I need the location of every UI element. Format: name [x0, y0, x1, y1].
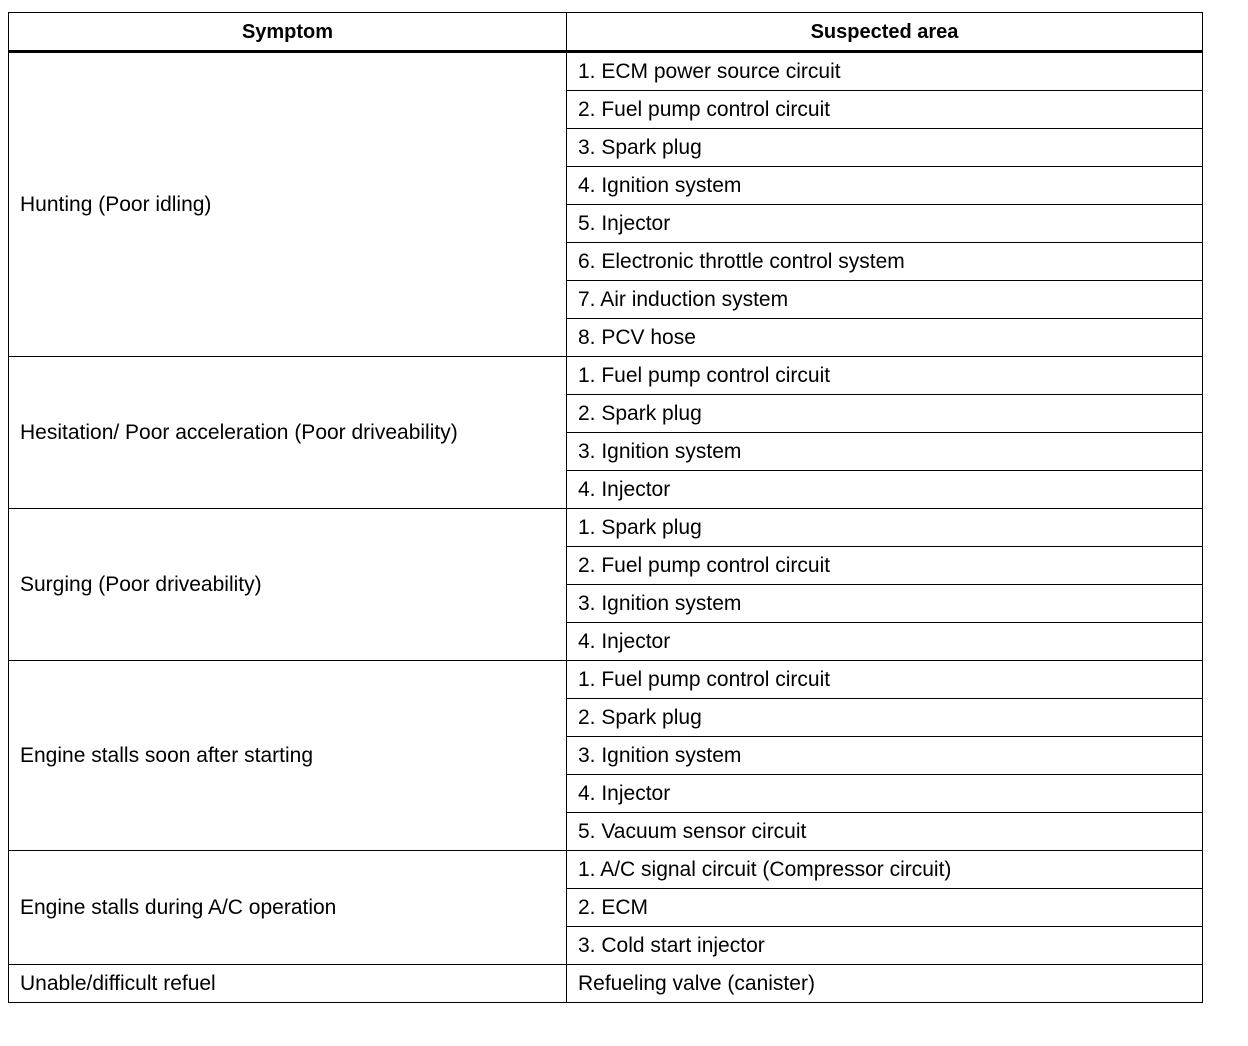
symptom-cell: Hesitation/ Poor acceleration (Poor driveability) [9, 357, 567, 509]
symptom-cell: Engine stalls soon after starting [9, 661, 567, 851]
suspected-area-cell: 6. Electronic throttle control system [567, 243, 1203, 281]
column-header-symptom: Symptom [9, 13, 567, 52]
suspected-area-cell: 5. Vacuum sensor circuit [567, 813, 1203, 851]
suspected-area-cell: 7. Air induction system [567, 281, 1203, 319]
symptom-cell: Engine stalls during A/C operation [9, 851, 567, 965]
symptom-cell: Hunting (Poor idling) [9, 52, 567, 357]
suspected-area-cell: 2. Spark plug [567, 699, 1203, 737]
symptom-table [8, 12, 1203, 1003]
symptom-cell: Surging (Poor driveability) [9, 509, 567, 661]
suspected-area-cell: 1. Fuel pump control circuit [567, 357, 1203, 395]
table-row [9, 851, 1203, 889]
suspected-area-cell: 5. Injector [567, 205, 1203, 243]
suspected-area-cell: 4. Ignition system [567, 167, 1203, 205]
table-row [9, 509, 1203, 547]
table-row [9, 357, 1203, 395]
symptom-cell: Unable/difficult refuel [9, 965, 567, 1003]
column-header-suspected-area: Suspected area [567, 13, 1203, 52]
suspected-area-cell: 1. Spark plug [567, 509, 1203, 547]
suspected-area-cell: 8. PCV hose [567, 319, 1203, 357]
suspected-area-cell: Refueling valve (canister) [567, 965, 1203, 1003]
suspected-area-cell: 2. ECM [567, 889, 1203, 927]
suspected-area-cell: 1. A/C signal circuit (Compressor circuit) [567, 851, 1203, 889]
table-row [9, 52, 1203, 91]
suspected-area-cell: 3. Ignition system [567, 737, 1203, 775]
suspected-area-cell: 2. Spark plug [567, 395, 1203, 433]
suspected-area-cell: 3. Ignition system [567, 433, 1203, 471]
suspected-area-cell: 1. ECM power source circuit [567, 52, 1203, 91]
suspected-area-cell: 1. Fuel pump control circuit [567, 661, 1203, 699]
suspected-area-cell: 4. Injector [567, 775, 1203, 813]
suspected-area-cell: 2. Fuel pump control circuit [567, 91, 1203, 129]
table-body [9, 52, 1203, 1003]
suspected-area-cell: 3. Spark plug [567, 129, 1203, 167]
suspected-area-cell: 3. Cold start injector [567, 927, 1203, 965]
table-row [9, 661, 1203, 699]
suspected-area-cell: 3. Ignition system [567, 585, 1203, 623]
suspected-area-cell: 4. Injector [567, 623, 1203, 661]
suspected-area-cell: 2. Fuel pump control circuit [567, 547, 1203, 585]
suspected-area-cell: 4. Injector [567, 471, 1203, 509]
table-row [9, 965, 1203, 1003]
table-header-row [9, 13, 1203, 52]
